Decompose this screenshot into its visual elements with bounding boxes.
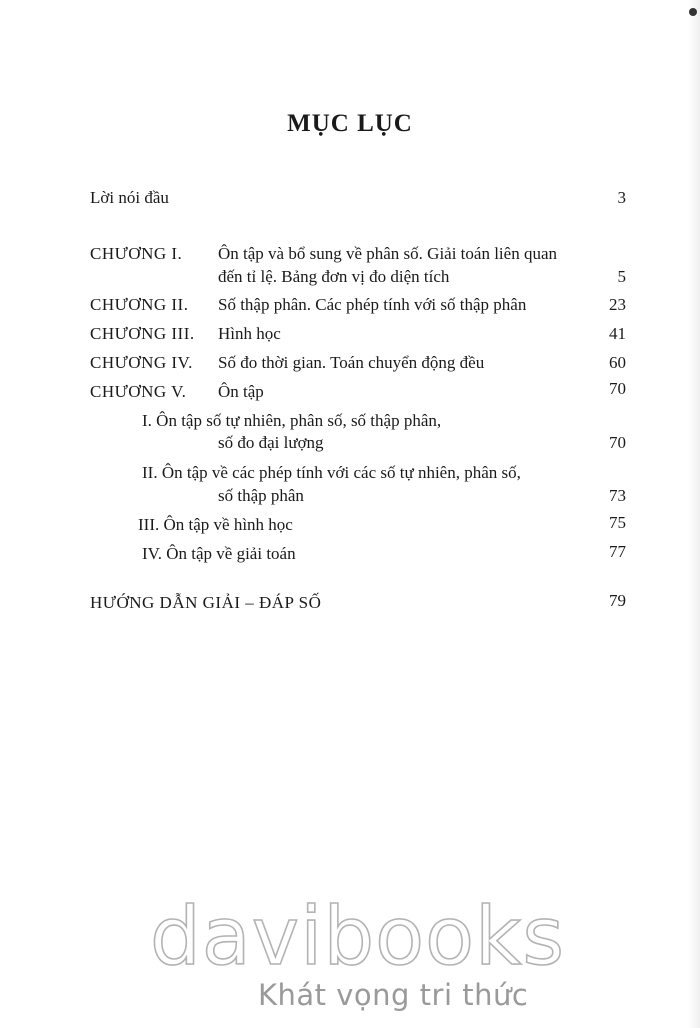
subsection-2-page: 73 [609, 486, 626, 505]
subsection-1-line1: I. Ôn tập số tự nhiên, phân số, số thập phân, [142, 411, 442, 430]
page-edge-shadow [688, 0, 700, 1028]
preface-label: Lời nói đầu [90, 188, 169, 207]
chapter-3-title: Hình học [218, 324, 281, 343]
chapter-3-page: 41 [609, 324, 626, 343]
chapter-5-number: CHƯƠNG V. [90, 382, 187, 401]
subsection-3-page: 75 [609, 513, 626, 532]
chapter-4-number: CHƯƠNG IV. [90, 353, 193, 372]
answers-label: HƯỚNG DẪN GIẢI – ĐÁP SỐ [90, 593, 322, 612]
chapter-2-title: Số thập phân. Các phép tính với số thập phân [218, 295, 527, 314]
subsection-4-title: IV. Ôn tập về giải toán [142, 544, 296, 563]
subsection-2-line2: số thập phân [218, 486, 304, 505]
chapter-2-number: CHƯƠNG II. [90, 295, 189, 314]
subsection-4-page: 77 [609, 542, 626, 561]
subsection-1-line2: số đo đại lượng [218, 433, 324, 452]
subsection-2-line1: II. Ôn tập về các phép tính với các số tự nhiên, phân số, [142, 463, 521, 482]
chapter-5-page: 70 [609, 379, 626, 398]
preface-page: 3 [617, 188, 626, 207]
chapter-1-page: 5 [617, 267, 626, 286]
chapter-1-number: CHƯƠNG I. [90, 244, 183, 263]
page-title: MỤC LỤC [287, 110, 413, 137]
chapter-4-page: 60 [609, 353, 626, 372]
binding-mark-icon [689, 8, 697, 16]
watermark-slogan: Khát vọng tri thức [258, 978, 529, 1012]
subsection-3-title: III. Ôn tập về hình học [138, 515, 293, 534]
chapter-1-title-line2: đến tỉ lệ. Bảng đơn vị đo diện tích [218, 267, 450, 286]
chapter-3-number: CHƯƠNG III. [90, 324, 195, 343]
chapter-5-title: Ôn tập [218, 382, 264, 401]
watermark-brand: davibooks [150, 890, 566, 983]
answers-page: 79 [609, 591, 626, 610]
chapter-4-title: Số đo thời gian. Toán chuyển động đều [218, 353, 485, 372]
subsection-1-page: 70 [609, 433, 626, 452]
chapter-2-page: 23 [609, 295, 626, 314]
chapter-1-title-line1: Ôn tập và bổ sung về phân số. Giải toán liên quan [218, 244, 557, 263]
